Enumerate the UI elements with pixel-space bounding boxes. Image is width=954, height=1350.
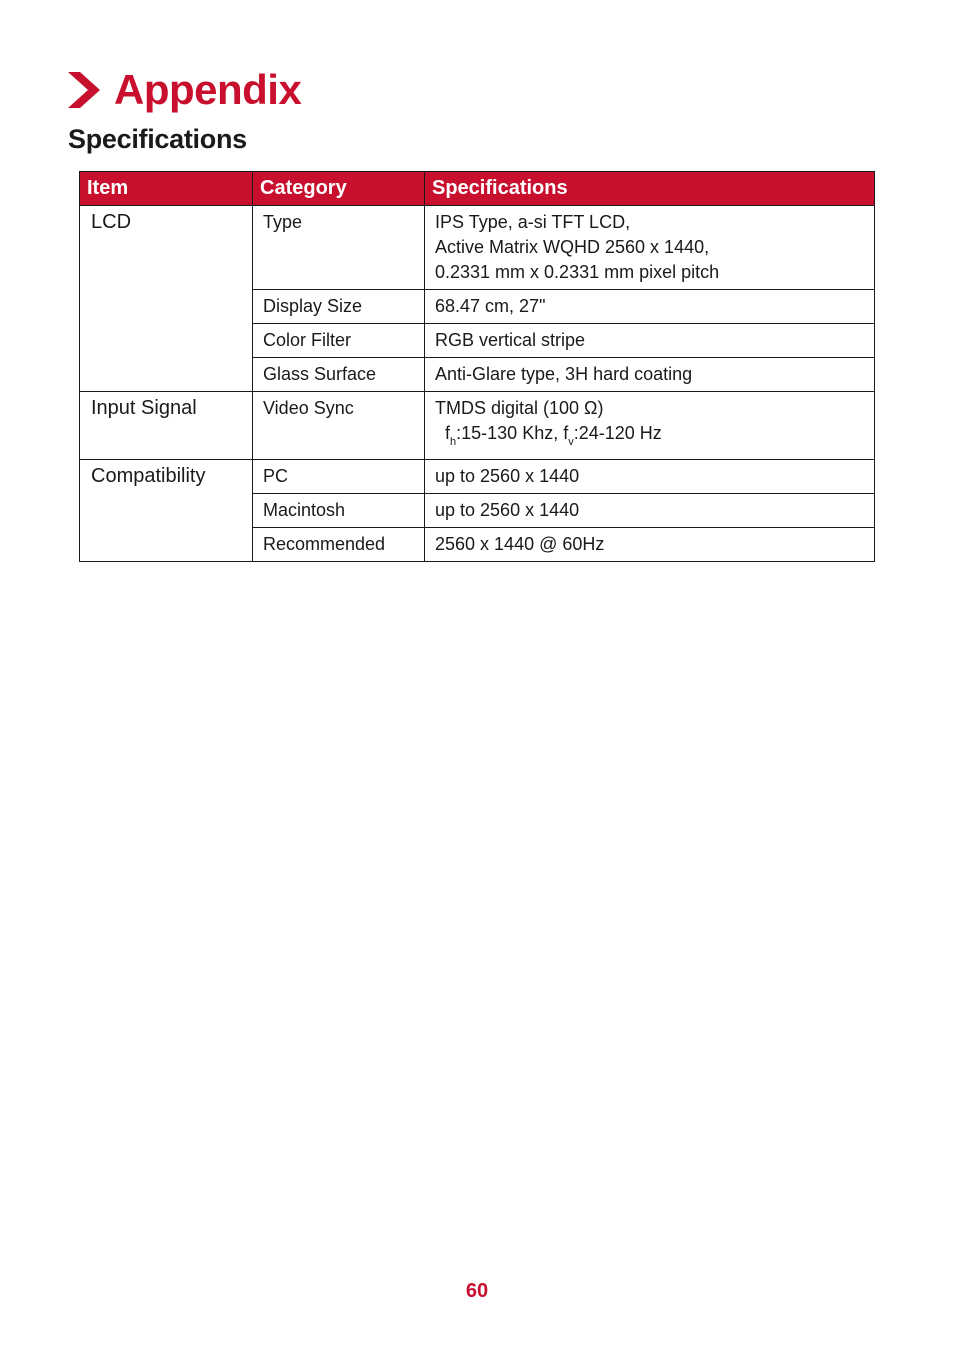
spec-frequency-line [435,421,864,455]
spec-type-line: IPS Type, a-si TFT LCD, [435,212,631,232]
fv-subscript: v [568,436,574,448]
table-row [80,392,875,460]
spec-video-sync [425,392,875,460]
spec-type [425,206,875,290]
category-glass-surface: Glass Surface [253,358,425,392]
section-title: Specifications [68,124,247,154]
category-pc: PC [253,460,425,494]
table-row [80,206,875,290]
category-display-size: Display Size [253,290,425,324]
category-macintosh: Macintosh [253,494,425,528]
spec-pc: up to 2560 x 1440 [425,460,875,494]
table-header [80,172,875,206]
item-lcd: LCD [80,206,253,392]
fh-value: :15-130 Khz, [456,423,564,443]
spec-type-line: Active Matrix WQHD 2560 x 1440, [435,237,710,257]
item-compatibility: Compatibility [80,460,253,562]
spec-display-size: 68.47 cm, 27" [425,290,875,324]
category-video-sync: Video Sync [253,392,425,460]
header-item: Item [80,172,253,206]
spec-glass-surface: Anti-Glare type, 3H hard coating [425,358,875,392]
spec-macintosh: up to 2560 x 1440 [425,494,875,528]
chapter-heading [66,62,301,118]
spec-color-filter: RGB vertical stripe [425,324,875,358]
category-color-filter: Color Filter [253,324,425,358]
item-input-signal: Input Signal [80,392,253,460]
specifications-table [79,171,875,562]
category-type: Type [253,206,425,290]
header-category: Category [253,172,425,206]
fh-symbol: f [445,423,451,443]
category-recommended: Recommended [253,528,425,562]
chevron-right-icon [66,70,102,110]
spec-recommended: 2560 x 1440 @ 60Hz [425,528,875,562]
fh-subscript: h [450,436,457,448]
fv-value: :24-120 Hz [573,423,662,443]
chapter-title: Appendix [114,66,302,113]
header-specifications: Specifications [425,172,875,206]
page-number: 60 [465,1280,489,1302]
fv-symbol: f [563,423,569,443]
spec-video-sync-line: TMDS digital (100 Ω) [435,398,604,418]
table-row [80,460,875,494]
spec-type-line: 0.2331 mm x 0.2331 mm pixel pitch [435,262,720,282]
